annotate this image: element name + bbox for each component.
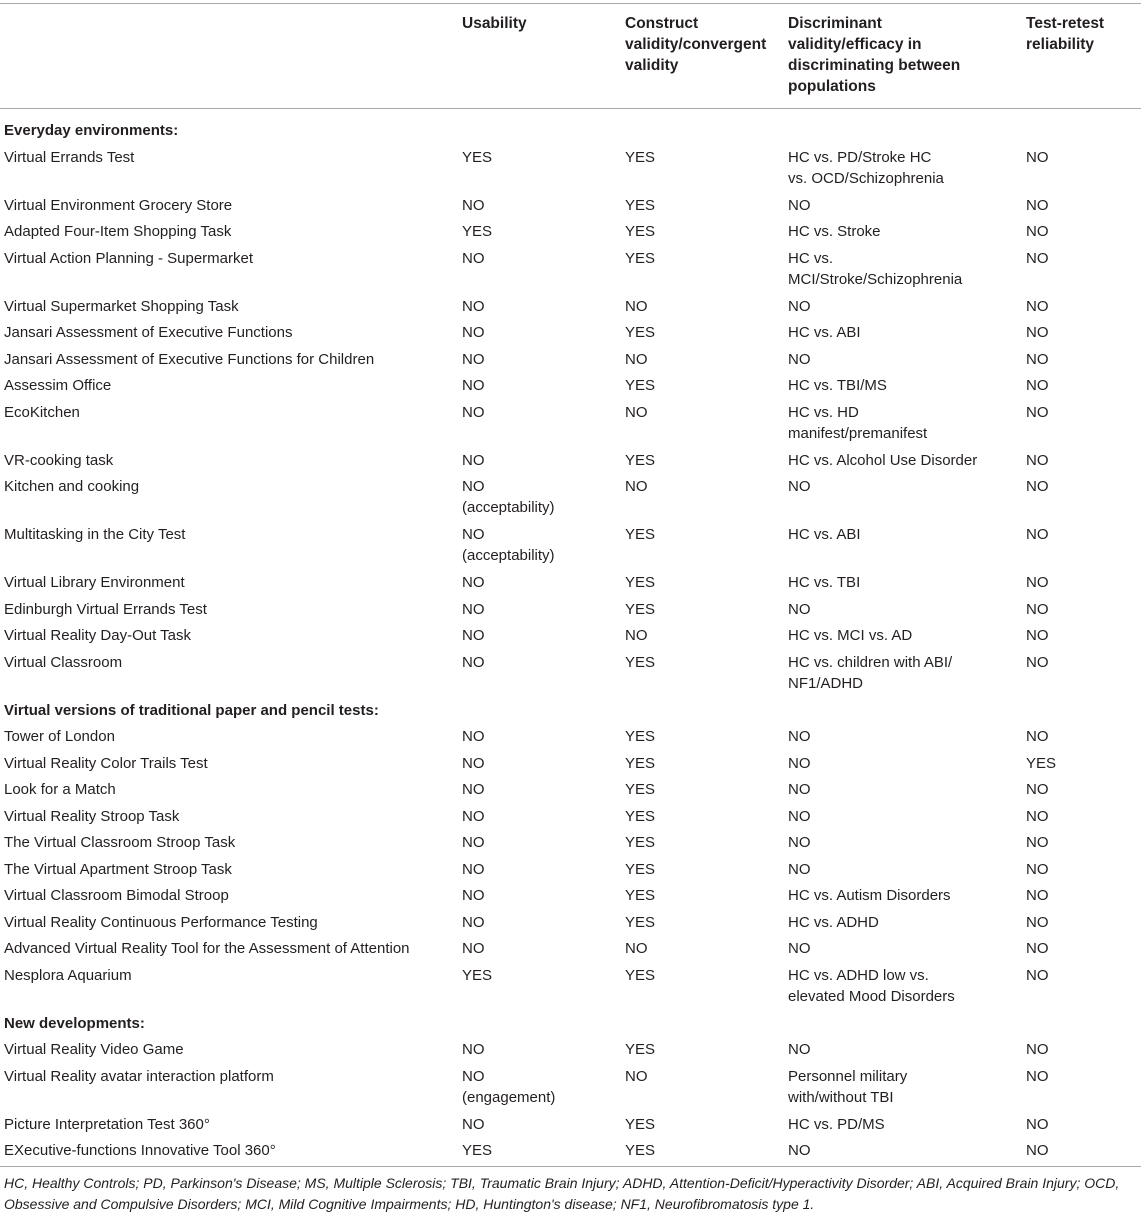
table-cell: YES	[625, 574, 656, 591]
table-cell: NO	[462, 196, 485, 214]
table-cell: NO	[1026, 574, 1049, 591]
table-cell: NO	[788, 781, 811, 798]
table-cell: NO	[462, 913, 485, 931]
table-cell: NO	[788, 754, 811, 772]
table-cell: NO	[462, 1041, 485, 1058]
table-cell: NO	[1026, 377, 1049, 394]
table-cell: NO	[462, 377, 485, 394]
table-cell: NO	[788, 860, 811, 878]
table-cell: YES	[625, 526, 656, 543]
table-bottom-rule	[0, 1166, 1141, 1167]
table-cell: YES	[462, 1142, 493, 1159]
row-label: Advanced Virtual Reality Tool for the Assessment of Attention	[4, 940, 410, 957]
table-cell: NO (engagement)	[462, 1067, 556, 1106]
row-label: Virtual Reality avatar interaction platform	[4, 1067, 274, 1085]
table-cell: NO	[1026, 1142, 1049, 1159]
table-cell: NO	[1026, 887, 1049, 904]
row-label: Tower of London	[4, 728, 115, 745]
row-label: Virtual Classroom	[4, 653, 123, 671]
row-label: Virtual Reality Stroop Task	[4, 807, 180, 825]
table-cell: HC vs. Autism Disorders	[788, 887, 951, 904]
table-cell: YES	[625, 600, 656, 618]
row-label: Virtual Reality Color Trails Test	[4, 754, 208, 772]
row-label: Adapted Four-Item Shopping Task	[4, 223, 232, 240]
table-cell: NO	[1026, 223, 1049, 240]
table-cell: HC vs. ADHD	[788, 913, 879, 931]
table-cell: HC vs. Stroke	[788, 223, 881, 240]
table-cell: NO	[788, 478, 811, 495]
table-cell: NO	[788, 834, 811, 851]
section-title: Everyday environments:	[4, 122, 179, 139]
row-label: Look for a Match	[4, 781, 116, 798]
header-rule	[0, 108, 1141, 109]
row-label: Virtual Reality Day-Out Task	[4, 627, 192, 644]
table-cell: NO	[1026, 403, 1049, 421]
row-label: The Virtual Classroom Stroop Task	[4, 834, 236, 851]
table-cell: YES	[625, 913, 656, 931]
table-cell: NO	[1026, 781, 1049, 798]
table-cell: NO	[625, 1067, 648, 1085]
table-cell: NO	[1026, 451, 1049, 469]
table-cell: NO	[788, 196, 811, 214]
row-label: Virtual Action Planning - Supermarket	[4, 249, 254, 267]
table-cell: NO	[625, 478, 648, 495]
table-cell: YES	[625, 1142, 656, 1159]
table-cell: YES	[462, 148, 493, 166]
table-cell: HC vs. ABI	[788, 324, 861, 341]
table-footnote: HC, Healthy Controls; PD, Parkinson's Disease; MS, Multiple Sclerosis; TBI, Traumatic Brain Injury; ADHD, Attention-Deficit/Hyperactivity Disorder; ABI, Acquired Brain Injury; OCD, Obsessive and Compulsive Disorders; MCI, Mild Cognitive Impairments; HD, Huntington's disease; NF1, Neurofibromatosis type 1.	[4, 1175, 1120, 1212]
row-label: Virtual Reality Video Game	[4, 1041, 184, 1058]
table-cell: YES	[625, 781, 656, 798]
table-cell: YES	[1026, 754, 1057, 772]
table-cell: HC vs. MCI vs. AD	[788, 627, 913, 644]
row-label: Virtual Reality Continuous Performance Testing	[4, 913, 318, 931]
table-cell: NO	[788, 940, 811, 957]
row-label: EXecutive-functions Innovative Tool 360°	[4, 1142, 276, 1159]
table-cell: YES	[625, 754, 656, 772]
table-cell: YES	[625, 196, 656, 214]
table-cell: NO	[462, 834, 485, 851]
table-cell: YES	[625, 728, 656, 745]
row-label: Virtual Supermarket Shopping Task	[4, 297, 239, 315]
table-cell: NO	[462, 653, 485, 671]
table-cell: NO	[788, 600, 811, 618]
table-cell: NO	[462, 627, 485, 644]
table-cell: HC vs. children with ABI/ NF1/ADHD	[788, 653, 953, 692]
table-cell: NO	[462, 249, 485, 267]
table-cell: NO	[1026, 350, 1049, 368]
table-cell: NO (acceptability)	[462, 526, 555, 564]
table-cell: YES	[625, 887, 656, 904]
table-cell: NO (acceptability)	[462, 478, 555, 516]
table-cell: NO	[1026, 526, 1049, 543]
table-cell: NO	[625, 940, 648, 957]
table-cell: YES	[625, 249, 656, 267]
column-header-3: Discriminant validity/efficacy in discriminating between populations	[788, 15, 961, 95]
table-cell: HC vs. PD/Stroke HC vs. OCD/Schizophrenia	[788, 148, 944, 187]
table-cell: NO	[625, 350, 648, 368]
table-cell: HC vs. MCI/Stroke/Schizophrenia	[788, 249, 963, 288]
table-cell: NO	[1026, 966, 1049, 984]
table-cell: YES	[625, 834, 656, 851]
table-cell: NO	[1026, 627, 1049, 644]
table-cell: NO	[1026, 148, 1049, 166]
table-cell: NO	[788, 1041, 811, 1058]
table-cell: NO	[625, 403, 648, 421]
table-cell: NO	[1026, 196, 1049, 214]
table-cell: HC vs. TBI/MS	[788, 377, 887, 394]
table-cell: YES	[625, 324, 656, 341]
table-cell: NO	[1026, 913, 1049, 931]
table-cell: HC vs. HD manifest/premanifest	[788, 403, 928, 442]
table-cell: YES	[462, 966, 493, 984]
table-cell: YES	[625, 653, 656, 671]
table-cell: NO	[462, 350, 485, 368]
table-cell: YES	[625, 148, 656, 166]
table-cell: NO	[462, 1115, 485, 1133]
table-cell: NO	[625, 627, 648, 644]
table-cell: NO	[788, 350, 811, 368]
row-label: Virtual Library Environment	[4, 574, 185, 591]
row-label: The Virtual Apartment Stroop Task	[4, 860, 232, 878]
table-cell: NO	[1026, 807, 1049, 825]
column-header-4: Test-retest reliability	[1026, 15, 1105, 53]
table-cell: NO	[462, 297, 485, 315]
row-label: Jansari Assessment of Executive Functions for Children	[4, 350, 375, 368]
table-cell: YES	[625, 860, 656, 878]
row-label: Multitasking in the City Test	[4, 526, 186, 543]
table-cell: HC vs. ABI	[788, 526, 861, 543]
row-label: Virtual Errands Test	[4, 148, 135, 166]
table-cell: NO	[462, 807, 485, 825]
table-cell: NO	[1026, 324, 1049, 341]
table-cell: NO	[462, 781, 485, 798]
row-label: Picture Interpretation Test 360°	[4, 1115, 210, 1133]
column-header-2: Construct validity/convergent validity	[625, 15, 767, 74]
table-cell: YES	[462, 223, 493, 240]
table-cell: NO	[462, 574, 485, 591]
table-cell: NO	[1026, 728, 1049, 745]
table-cell: NO	[1026, 860, 1049, 878]
table-cell: NO	[462, 940, 485, 957]
table-cell: NO	[1026, 600, 1049, 618]
row-label: EcoKitchen	[4, 403, 80, 421]
table-cell: NO	[462, 728, 485, 745]
row-label: Virtual Environment Grocery Store	[4, 196, 233, 214]
table-cell: NO	[462, 754, 485, 772]
row-label: VR-cooking task	[4, 451, 114, 469]
table-cell: NO	[788, 1142, 811, 1159]
row-label: Kitchen and cooking	[4, 478, 140, 495]
table-cell: NO	[462, 324, 485, 341]
table-cell: HC vs. PD/MS	[788, 1115, 885, 1133]
table-top-rule	[0, 3, 1141, 4]
table-cell: YES	[625, 1041, 656, 1058]
row-label: Jansari Assessment of Executive Functions	[4, 324, 293, 341]
table-cell: YES	[625, 807, 656, 825]
table-cell: Personnel military with/without TBI	[788, 1067, 908, 1106]
table-cell: NO	[1026, 1041, 1049, 1058]
table-cell: NO	[1026, 940, 1049, 957]
table-cell: NO	[462, 451, 485, 469]
section-title: New developments:	[4, 1014, 145, 1032]
table-cell: NO	[1026, 478, 1049, 495]
table-cell: NO	[462, 403, 485, 421]
table-cell: YES	[625, 223, 656, 240]
table-cell: NO	[1026, 249, 1049, 267]
column-header-1: Usability	[462, 15, 527, 32]
table-cell: NO	[625, 297, 648, 315]
table-cell: NO	[788, 807, 811, 825]
table-cell: NO	[462, 887, 485, 904]
table-cell: YES	[625, 377, 656, 394]
table-cell: NO	[462, 860, 485, 878]
table-cell: NO	[462, 600, 485, 618]
table-cell: NO	[788, 297, 811, 315]
table-cell: NO	[788, 728, 811, 745]
table-cell: HC vs. ADHD low vs. elevated Mood Disorders	[788, 966, 955, 1005]
table-cell: HC vs. TBI	[788, 574, 861, 591]
row-label: Virtual Classroom Bimodal Stroop	[4, 887, 229, 904]
row-label: Nesplora Aquarium	[4, 966, 132, 984]
row-label: Assessim Office	[4, 377, 112, 394]
table-cell: YES	[625, 451, 656, 469]
table-cell: NO	[1026, 653, 1049, 671]
table-cell: NO	[1026, 1115, 1049, 1133]
section-title: Virtual versions of traditional paper and pencil tests:	[4, 701, 379, 719]
table-cell: YES	[625, 1115, 656, 1133]
table-cell: HC vs. Alcohol Use Disorder	[788, 451, 978, 469]
row-label: Edinburgh Virtual Errands Test	[4, 600, 207, 618]
table-cell: NO	[1026, 1067, 1049, 1085]
table-cell: NO	[1026, 834, 1049, 851]
table-cell: NO	[1026, 297, 1049, 315]
table-cell: YES	[625, 966, 656, 984]
